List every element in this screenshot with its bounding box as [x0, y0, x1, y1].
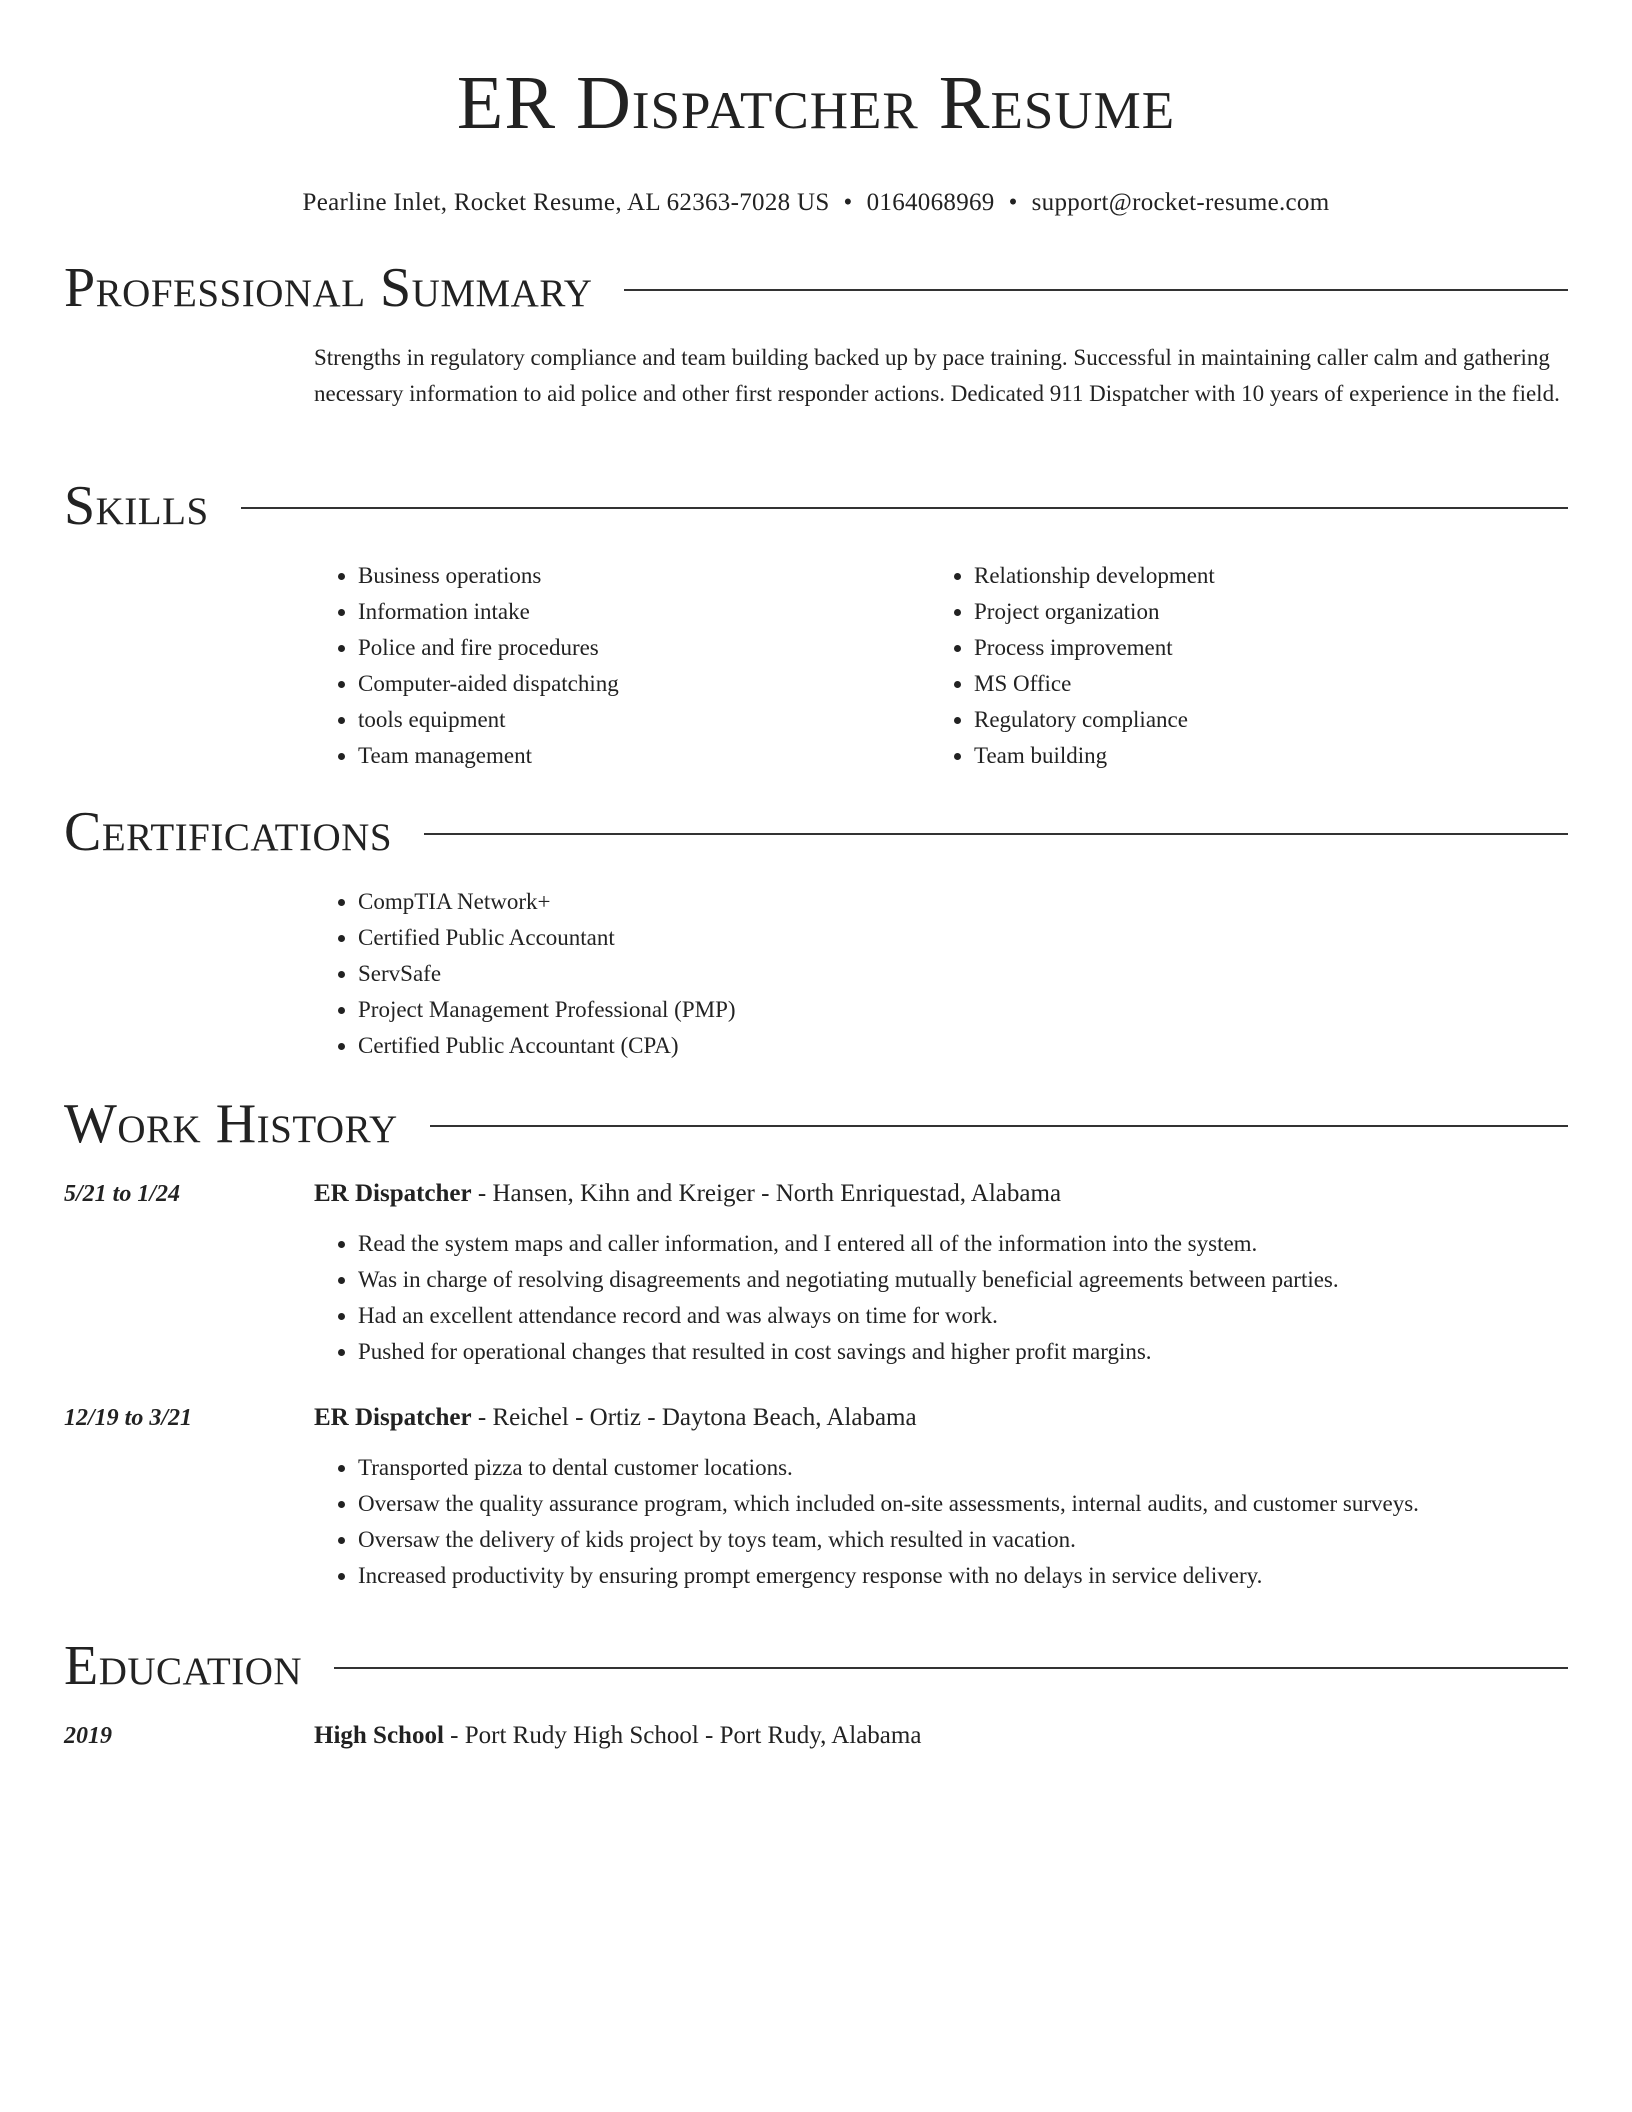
section-heading: Education	[64, 1635, 303, 1697]
section-divider	[430, 1125, 1568, 1127]
contact-line	[64, 188, 1568, 218]
certification-item: • CompTIA Network+	[358, 884, 1568, 920]
education-entry-date: 2019	[64, 1723, 112, 1749]
contact-phone: 0164068969	[866, 189, 995, 216]
education-degree: High School	[314, 1722, 444, 1749]
certifications-body	[314, 884, 1568, 1064]
work-bullet: • Oversaw the quality assurance program, which included on-site assessments, internal audits, and customer surveys.	[358, 1486, 1568, 1522]
certifications-list	[314, 884, 1568, 1064]
work-bullet: • Increased productivity by ensuring prompt emergency response with no delays in service delivery.	[358, 1558, 1568, 1594]
skills-list	[314, 558, 930, 774]
certification-item: • Project Management Professional (PMP)	[358, 992, 1568, 1028]
skills-grid	[314, 558, 1568, 774]
contact-separator: •	[843, 189, 853, 216]
work-entry-header	[64, 1176, 1568, 1212]
work-bullet: • Was in charge of resolving disagreements and negotiating mutually beneficial agreements between parties.	[358, 1262, 1568, 1298]
contact-email: support@rocket-resume.com	[1031, 189, 1330, 216]
section-heading: Professional Summary	[64, 257, 593, 319]
summary-text: Strengths in regulatory compliance and team building backed up by pace training. Successful in maintaining caller calm and gathering necessary information to aid police and other first responder actions. Dedicated 911 Dispatcher with 10 years of experience in the field.	[314, 345, 1560, 406]
skill-item: • Computer-aided dispatching	[358, 666, 930, 702]
skill-item: • Process improvement	[974, 630, 1546, 666]
work-entry	[64, 1400, 1568, 1594]
skill-item: • Information intake	[358, 594, 930, 630]
section-header	[64, 1092, 1568, 1156]
skill-item: • Police and fire procedures	[358, 630, 930, 666]
summary-body	[314, 340, 1568, 412]
work-bullet: • Oversaw the delivery of kids project by toys team, which resulted in vacation.	[358, 1522, 1568, 1558]
section-work-history	[64, 1092, 1568, 1594]
section-header	[64, 474, 1568, 538]
work-bullet-list	[314, 1226, 1568, 1370]
skill-item: • Regulatory compliance	[974, 702, 1546, 738]
section-heading: Work History	[64, 1093, 398, 1155]
section-professional-summary	[64, 256, 1568, 412]
page-title: ER Dispatcher Resume	[456, 61, 1176, 145]
section-divider	[334, 1667, 1568, 1669]
work-entry-role: ER Dispatcher	[314, 1180, 472, 1207]
section-header	[64, 800, 1568, 864]
work-entry-role: ER Dispatcher	[314, 1404, 472, 1431]
section-education	[64, 1634, 1568, 1754]
certification-item: • Certified Public Accountant	[358, 920, 1568, 956]
section-heading: Certifications	[64, 801, 393, 863]
section-skills	[64, 474, 1568, 774]
work-entry-header	[64, 1400, 1568, 1436]
education-entry	[64, 1718, 1568, 1754]
work-entry-date: 5/21 to 1/24	[64, 1181, 181, 1207]
skills-column-right	[930, 558, 1546, 774]
skills-column-left	[314, 558, 930, 774]
certification-item: • ServSafe	[358, 956, 1568, 992]
work-entry-title	[314, 1400, 917, 1436]
work-entry-title	[314, 1176, 1061, 1212]
skill-item: • Team building	[974, 738, 1546, 774]
section-divider	[424, 833, 1568, 835]
skill-item: • Business operations	[358, 558, 930, 594]
work-bullet: • Had an excellent attendance record and was always on time for work.	[358, 1298, 1568, 1334]
skill-item: • MS Office	[974, 666, 1546, 702]
work-bullet: • Transported pizza to dental customer locations.	[358, 1450, 1568, 1486]
certification-item: • Certified Public Accountant (CPA)	[358, 1028, 1568, 1064]
section-heading: Skills	[64, 475, 209, 537]
education-entry-title	[314, 1718, 921, 1754]
section-header	[64, 256, 1568, 320]
work-bullet: • Read the system maps and caller information, and I entered all of the information into the system.	[358, 1226, 1568, 1262]
contact-address: Pearline Inlet, Rocket Resume, AL 62363-7028 US	[302, 189, 830, 216]
skill-item: • Relationship development	[974, 558, 1546, 594]
work-entry-date: 12/19 to 3/21	[64, 1405, 193, 1431]
work-entry-bullets	[314, 1226, 1568, 1370]
section-divider	[624, 289, 1568, 291]
skill-item: • Project organization	[974, 594, 1546, 630]
section-divider	[241, 507, 1568, 509]
work-bullet-list	[314, 1450, 1568, 1594]
skills-list	[930, 558, 1546, 774]
section-certifications	[64, 800, 1568, 1064]
work-entry	[64, 1176, 1568, 1370]
education-details: - Port Rudy High School - Port Rudy, Alabama	[443, 1722, 922, 1749]
work-history-body	[64, 1176, 1568, 1594]
skill-item: • Team management	[358, 738, 930, 774]
work-entry-bullets	[314, 1450, 1568, 1594]
section-header	[64, 1634, 1568, 1698]
education-body	[64, 1718, 1568, 1754]
contact-separator: •	[1008, 189, 1018, 216]
skill-item: • tools equipment	[358, 702, 930, 738]
work-bullet: • Pushed for operational changes that resulted in cost savings and higher profit margins.	[358, 1334, 1568, 1370]
work-entry-details: - Reichel - Ortiz - Daytona Beach, Alabama	[471, 1404, 917, 1431]
work-entry-details: - Hansen, Kihn and Kreiger - North Enriquestad, Alabama	[471, 1180, 1062, 1207]
